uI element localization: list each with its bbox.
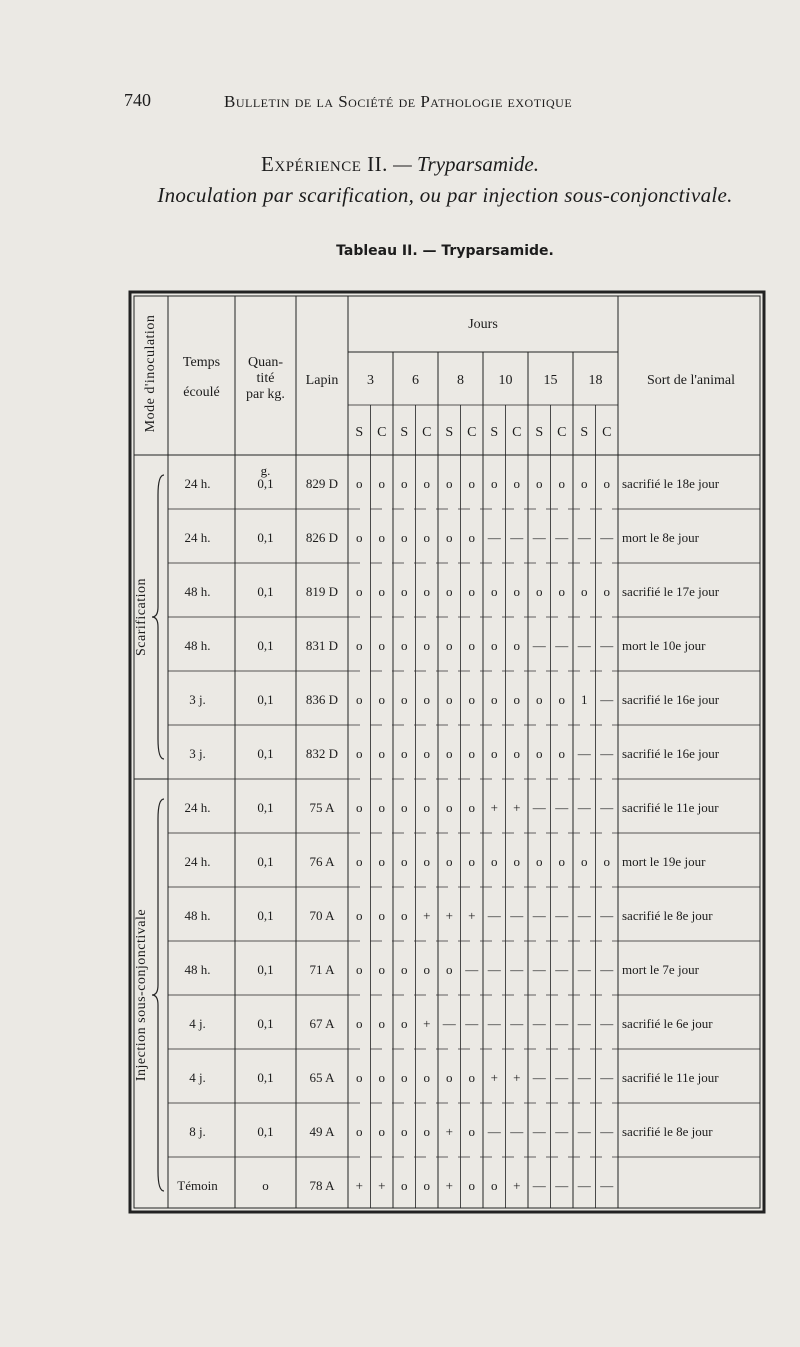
group-label: Scarification	[134, 577, 149, 657]
row-observation: o	[536, 746, 543, 761]
row-lapin: 65 A	[309, 1070, 335, 1085]
row-observation: —	[532, 962, 546, 977]
row-observation: o	[378, 1070, 385, 1085]
row-observation: o	[356, 476, 363, 491]
row-temps: 3 j.	[189, 692, 206, 707]
row-observation: o	[423, 746, 430, 761]
row-observation: —	[600, 1124, 614, 1139]
row-observation: o	[446, 530, 453, 545]
row-observation: —	[600, 908, 614, 923]
row-observation: o	[491, 1178, 498, 1193]
row-observation: o	[558, 854, 565, 869]
row-observation: o	[603, 476, 610, 491]
row-observation: —	[577, 800, 591, 815]
row-quantite: 0,1	[257, 800, 274, 815]
row-observation: o	[513, 584, 520, 599]
day-label: 6	[412, 373, 419, 388]
row-observation: —	[555, 1178, 569, 1193]
row-observation: o	[468, 854, 475, 869]
row-observation: —	[555, 530, 569, 545]
row-observation: +	[355, 1178, 363, 1193]
row-observation: —	[442, 1016, 456, 1031]
day-label: 3	[367, 373, 374, 388]
row-observation: o	[378, 854, 385, 869]
row-observation: o	[468, 1070, 475, 1085]
row-observation: o	[378, 1124, 385, 1139]
row-lapin: 78 A	[309, 1178, 335, 1193]
row-quantite: 0,1	[257, 530, 274, 545]
row-observation: —	[577, 1016, 591, 1031]
row-observation: o	[491, 746, 498, 761]
row-observation: —	[600, 530, 614, 545]
row-observation: —	[577, 1178, 591, 1193]
row-observation: o	[401, 800, 408, 815]
row-observation: o	[356, 1124, 363, 1139]
row-observation: o	[513, 692, 520, 707]
row-sort: sacrifié le 17e jour	[622, 584, 720, 599]
row-observation: o	[446, 638, 453, 653]
row-lapin: 836 D	[305, 692, 339, 707]
row-observation: o	[423, 800, 430, 815]
row-observation: o	[446, 962, 453, 977]
row-sort: sacrifié le 8e jour	[622, 1124, 713, 1139]
row-observation: o	[401, 692, 408, 707]
quantite-header: par kg.	[246, 387, 285, 402]
row-observation: o	[356, 692, 363, 707]
sc-label: C	[422, 425, 432, 440]
row-observation: o	[491, 692, 498, 707]
group-brace	[152, 799, 164, 1191]
row-temps: 48 h.	[184, 962, 211, 977]
row-observation: o	[446, 1070, 453, 1085]
row-observation: —	[532, 638, 546, 653]
row-observation: +	[423, 1016, 431, 1031]
row-observation: —	[487, 1016, 501, 1031]
row-observation: —	[532, 1070, 546, 1085]
row-observation: —	[600, 800, 614, 815]
row-observation: o	[356, 584, 363, 599]
row-sort: sacrifié le 16e jour	[622, 746, 720, 761]
row-sort: mort le 7e jour	[622, 962, 699, 977]
row-observation: o	[423, 530, 430, 545]
row-observation: o	[581, 854, 588, 869]
row-observation: o	[423, 584, 430, 599]
row-observation: o	[536, 692, 543, 707]
row-observation: o	[378, 1016, 385, 1031]
row-quantite: 0,1	[257, 476, 274, 491]
sc-label: C	[377, 425, 387, 440]
sc-label: S	[535, 425, 544, 440]
row-observation: o	[581, 584, 588, 599]
row-observation: —	[532, 800, 546, 815]
experiment-label: Expérience II.	[261, 152, 388, 176]
experiment-drug: — Tryparsamide.	[393, 152, 539, 176]
row-observation: +	[445, 908, 453, 923]
row-observation: —	[600, 692, 614, 707]
row-observation: o	[356, 1070, 363, 1085]
row-observation: o	[468, 584, 475, 599]
row-observation: o	[446, 584, 453, 599]
row-observation: o	[536, 854, 543, 869]
row-observation: o	[378, 584, 385, 599]
row-observation: —	[532, 1016, 546, 1031]
row-observation: o	[468, 530, 475, 545]
row-observation: —	[600, 1070, 614, 1085]
row-observation: o	[513, 638, 520, 653]
row-observation: o	[401, 908, 408, 923]
sc-label: S	[490, 425, 499, 440]
row-observation: —	[555, 638, 569, 653]
row-observation: o	[356, 746, 363, 761]
row-observation: o	[491, 854, 498, 869]
row-observation: —	[577, 530, 591, 545]
row-observation: o	[513, 476, 520, 491]
row-observation: +	[490, 800, 498, 815]
sc-label: S	[580, 425, 589, 440]
temps-header: écoulé	[183, 385, 220, 400]
row-observation: o	[581, 476, 588, 491]
sc-label: C	[467, 425, 477, 440]
row-observation: o	[401, 1178, 408, 1193]
sc-label: C	[512, 425, 522, 440]
unit-label: g.	[260, 463, 271, 478]
row-observation: —	[600, 1178, 614, 1193]
row-observation: —	[532, 1124, 546, 1139]
row-quantite: 0,1	[257, 1016, 274, 1031]
row-observation: o	[468, 1124, 475, 1139]
row-observation: o	[401, 1070, 408, 1085]
row-observation: —	[510, 1016, 524, 1031]
row-observation: o	[491, 476, 498, 491]
row-observation: o	[378, 530, 385, 545]
experiment-subtitle: Inoculation par scarification, ou par injection sous-conjonctivale.	[157, 183, 733, 207]
row-observation: +	[513, 1178, 521, 1193]
row-observation: o	[356, 638, 363, 653]
row-observation: —	[465, 962, 479, 977]
row-observation: —	[510, 530, 524, 545]
row-temps: 8 j.	[189, 1124, 206, 1139]
row-quantite: 0,1	[257, 962, 274, 977]
row-observation: +	[513, 800, 521, 815]
row-quantite: 0,1	[257, 854, 274, 869]
row-observation: o	[423, 962, 430, 977]
row-observation: +	[445, 1178, 453, 1193]
row-observation: o	[378, 692, 385, 707]
row-observation: o	[468, 746, 475, 761]
row-observation: +	[513, 1070, 521, 1085]
row-sort: mort le 10e jour	[622, 638, 706, 653]
row-observation: —	[532, 1178, 546, 1193]
sort-header: Sort de l'animal	[646, 373, 736, 388]
row-observation: o	[401, 746, 408, 761]
row-observation: —	[532, 530, 546, 545]
row-observation: o	[468, 638, 475, 653]
row-observation: —	[577, 908, 591, 923]
row-observation: o	[423, 692, 430, 707]
row-observation: o	[513, 854, 520, 869]
row-lapin: 71 A	[309, 962, 335, 977]
row-lapin: 67 A	[309, 1016, 335, 1031]
row-temps: 48 h.	[184, 638, 211, 653]
row-observation: o	[468, 1178, 475, 1193]
row-observation: o	[401, 854, 408, 869]
row-observation: o	[468, 800, 475, 815]
mode-header: Mode d'inoculation	[143, 314, 158, 433]
row-observation: o	[558, 746, 565, 761]
row-observation: o	[468, 692, 475, 707]
row-observation: o	[401, 530, 408, 545]
row-observation: o	[558, 476, 565, 491]
row-observation: —	[487, 530, 501, 545]
row-observation: o	[423, 1070, 430, 1085]
row-observation: o	[423, 476, 430, 491]
row-observation: o	[446, 854, 453, 869]
row-observation: —	[487, 1124, 501, 1139]
row-observation: o	[401, 476, 408, 491]
row-lapin: 826 D	[305, 530, 339, 545]
row-temps: 4 j.	[189, 1070, 206, 1085]
row-observation: o	[603, 854, 610, 869]
row-observation: —	[577, 746, 591, 761]
row-lapin: 70 A	[309, 908, 335, 923]
row-observation: o	[378, 962, 385, 977]
row-observation: o	[446, 692, 453, 707]
row-observation: o	[446, 746, 453, 761]
sc-label: S	[400, 425, 409, 440]
row-observation: —	[577, 1124, 591, 1139]
row-observation: o	[423, 1178, 430, 1193]
row-observation: —	[510, 962, 524, 977]
row-observation: +	[445, 1124, 453, 1139]
row-observation: o	[491, 584, 498, 599]
row-temps: 24 h.	[184, 476, 211, 491]
page-number: 740	[124, 90, 151, 110]
row-observation: o	[401, 584, 408, 599]
group-brace	[152, 475, 164, 759]
row-observation: —	[555, 800, 569, 815]
row-observation: o	[356, 854, 363, 869]
row-observation: o	[378, 638, 385, 653]
row-temps: 3 j.	[189, 746, 206, 761]
row-sort: sacrifié le 8e jour	[622, 908, 713, 923]
row-lapin: 75 A	[309, 800, 335, 815]
row-lapin: 819 D	[305, 584, 339, 599]
row-observation: o	[401, 1124, 408, 1139]
row-observation: —	[600, 962, 614, 977]
row-observation: o	[513, 746, 520, 761]
row-quantite: 0,1	[257, 692, 274, 707]
row-temps: Témoin	[177, 1178, 218, 1193]
running-title: Bulletin de la Société de Pathologie exotique	[224, 92, 573, 111]
row-quantite: 0,1	[257, 584, 274, 599]
row-observation: 1	[581, 692, 588, 707]
row-observation: —	[577, 638, 591, 653]
row-observation: o	[558, 692, 565, 707]
row-observation: —	[600, 1016, 614, 1031]
row-observation: o	[356, 962, 363, 977]
row-quantite: 0,1	[257, 746, 274, 761]
sc-label: C	[602, 425, 612, 440]
day-label: 10	[498, 373, 513, 388]
row-lapin: 831 D	[305, 638, 339, 653]
row-observation: o	[356, 908, 363, 923]
row-sort: sacrifié le 11e jour	[622, 1070, 719, 1085]
row-sort: mort le 8e jour	[622, 530, 699, 545]
row-observation: +	[490, 1070, 498, 1085]
row-temps: 4 j.	[189, 1016, 206, 1031]
row-quantite: 0,1	[257, 638, 274, 653]
row-quantite: 0,1	[257, 908, 274, 923]
day-label: 18	[588, 373, 603, 388]
row-observation: o	[423, 1124, 430, 1139]
row-observation: o	[378, 908, 385, 923]
row-sort: sacrifié le 18e jour	[622, 476, 720, 491]
row-observation: o	[356, 1016, 363, 1031]
row-observation: o	[378, 800, 385, 815]
row-lapin: 829 D	[305, 476, 339, 491]
day-label: 8	[457, 373, 464, 388]
row-lapin: 832 D	[305, 746, 339, 761]
row-observation: —	[487, 962, 501, 977]
row-observation: o	[536, 584, 543, 599]
row-observation: —	[577, 1070, 591, 1085]
row-observation: —	[600, 638, 614, 653]
row-observation: o	[603, 584, 610, 599]
sc-label: S	[355, 425, 364, 440]
row-observation: o	[423, 854, 430, 869]
row-observation: o	[356, 530, 363, 545]
row-observation: o	[378, 476, 385, 491]
row-observation: o	[446, 476, 453, 491]
row-observation: o	[378, 746, 385, 761]
row-observation: o	[468, 476, 475, 491]
row-lapin: 76 A	[309, 854, 335, 869]
row-sort: mort le 19e jour	[622, 854, 706, 869]
row-observation: —	[555, 1124, 569, 1139]
group-label: Injection sous-conjonctivale	[134, 908, 149, 1082]
row-temps: 48 h.	[184, 584, 211, 599]
row-observation: —	[465, 1016, 479, 1031]
table-caption: Tableau II. — Tryparsamide.	[336, 243, 554, 259]
row-observation: o	[401, 962, 408, 977]
row-observation: o	[446, 800, 453, 815]
row-observation: o	[423, 638, 430, 653]
row-temps: 48 h.	[184, 908, 211, 923]
row-sort: sacrifié le 11e jour	[622, 800, 719, 815]
row-observation: o	[558, 584, 565, 599]
sc-label: S	[445, 425, 454, 440]
quantite-header: Quan-	[248, 355, 283, 370]
row-quantite: o	[262, 1178, 269, 1193]
row-observation: +	[423, 908, 431, 923]
row-temps: 24 h.	[184, 800, 211, 815]
row-observation: +	[378, 1178, 386, 1193]
row-observation: —	[555, 962, 569, 977]
row-sort: sacrifié le 6e jour	[622, 1016, 713, 1031]
row-observation: +	[468, 908, 476, 923]
row-observation: —	[555, 1070, 569, 1085]
temps-header: Temps	[182, 355, 221, 370]
row-observation: —	[510, 908, 524, 923]
row-observation: o	[401, 638, 408, 653]
lapin-header: Lapin	[305, 373, 339, 388]
row-observation: —	[510, 1124, 524, 1139]
row-observation: o	[536, 476, 543, 491]
quantite-header: tité	[256, 371, 275, 386]
row-observation: —	[577, 962, 591, 977]
row-quantite: 0,1	[257, 1070, 274, 1085]
row-observation: —	[555, 1016, 569, 1031]
row-observation: o	[356, 800, 363, 815]
row-observation: —	[487, 908, 501, 923]
row-observation: —	[532, 908, 546, 923]
row-quantite: 0,1	[257, 1124, 274, 1139]
row-observation: o	[491, 638, 498, 653]
row-observation: —	[600, 746, 614, 761]
row-temps: 24 h.	[184, 530, 211, 545]
sc-label: C	[557, 425, 567, 440]
jours-header: Jours	[468, 317, 498, 332]
row-observation: —	[555, 908, 569, 923]
row-temps: 24 h.	[184, 854, 211, 869]
row-lapin: 49 A	[309, 1124, 335, 1139]
row-sort: sacrifié le 16e jour	[622, 692, 720, 707]
row-observation: o	[401, 1016, 408, 1031]
day-label: 15	[543, 373, 558, 388]
